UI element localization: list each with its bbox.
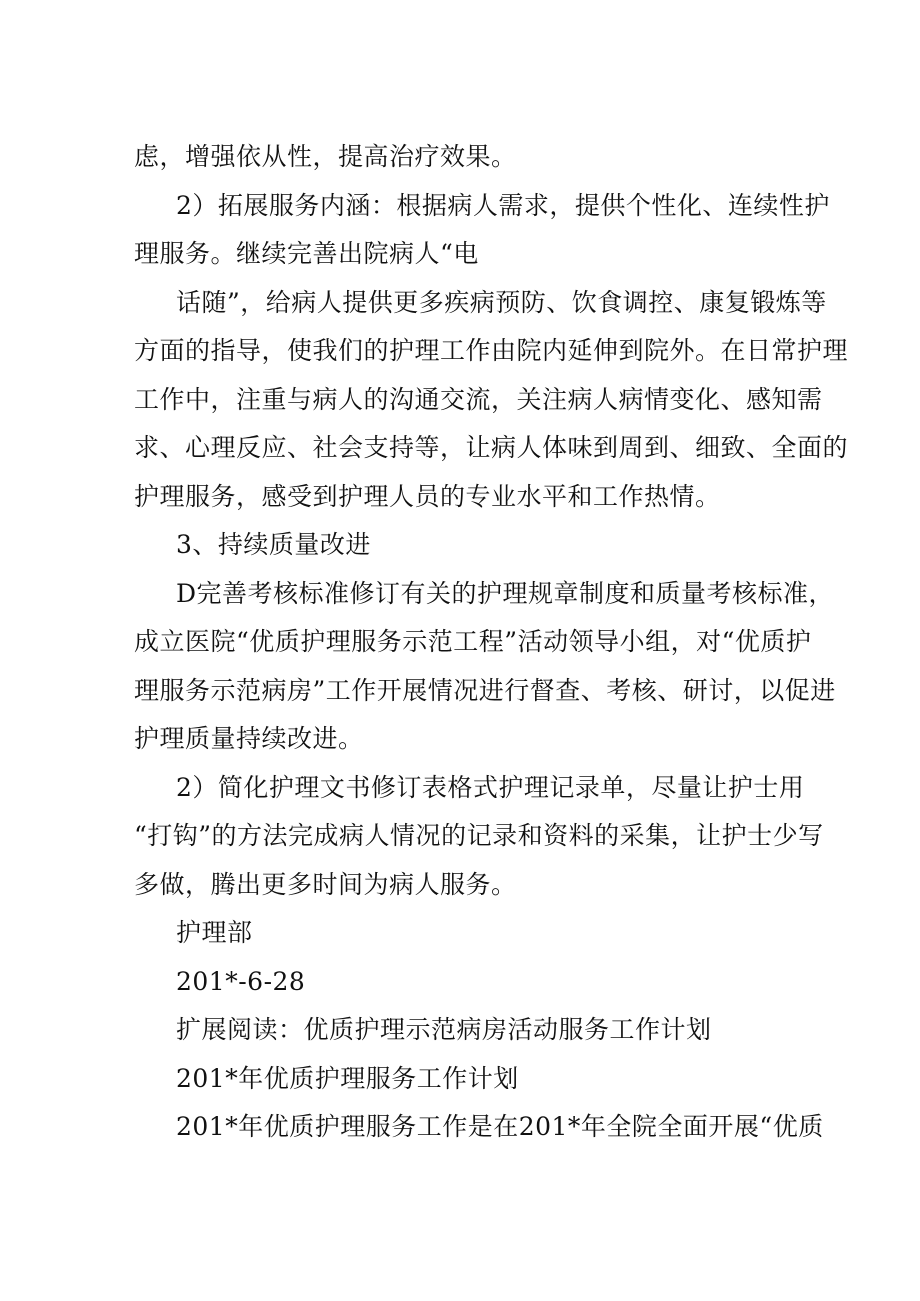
- text-line: 护理服务，感受到护理人员的专业水平和工作热情。: [134, 482, 721, 511]
- text-line: 理服务。继续完善出院病人“电: [134, 239, 479, 268]
- text-line: 理服务示范病房”工作开展情况进行督查、考核、研讨，以促进: [134, 676, 836, 705]
- text-line: 2）拓展服务内涵：根据病人需求，提供个性化、连续性护: [176, 191, 830, 220]
- text-line: 护理质量持续改进。: [134, 724, 364, 753]
- text-line: 2）简化护理文书修订表格式护理记录单，尽量让护士用: [176, 773, 805, 802]
- extended-reading-title: 扩展阅读：优质护理示范病房活动服务工作计划: [176, 1015, 712, 1044]
- text-line: 成立医院“优质护理服务示范工程”活动领导小组，对“优质护: [134, 627, 812, 656]
- section-heading: 3、持续质量改进: [176, 530, 371, 559]
- text-line: 求、心理反应、社会支持等，让病人体味到周到、细致、全面的: [134, 433, 849, 462]
- text-line: “打钩”的方法完成病人情况的记录和资料的采集，让护士少写: [134, 821, 824, 850]
- text-line: 工作中，注重与病人的沟通交流，关注病人病情变化、感知需: [134, 385, 823, 414]
- text-line: 多做，腾出更多时间为病人服务。: [134, 870, 517, 899]
- text-line: 话随”，给病人提供更多疾病预防、饮食调控、康复锻炼等: [176, 288, 827, 317]
- text-line: D完善考核标准修订有关的护理规章制度和质量考核标准，: [176, 579, 835, 608]
- text-line: 201*年优质护理服务工作是在201*年全院全面开展“优质: [176, 1112, 824, 1141]
- plan-title: 201*年优质护理服务工作计划: [176, 1064, 519, 1093]
- signature-date: 201*-6-28: [176, 967, 306, 996]
- text-line: 虑，增强依从性，提高治疗效果。: [134, 142, 517, 171]
- text-line: 方面的指导，使我们的护理工作由院内延伸到院外。在日常护理: [134, 336, 849, 365]
- signature-department: 护理部: [176, 918, 253, 947]
